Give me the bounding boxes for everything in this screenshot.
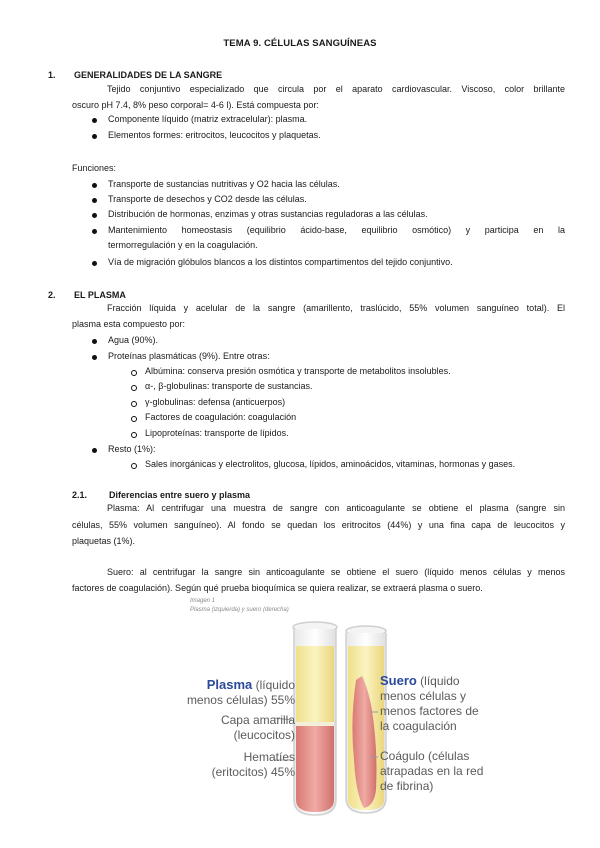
bullet-text: Resto (1%):: [108, 444, 156, 454]
bullet-text: Componente líquido (matriz extracelular): plasma.: [108, 114, 308, 124]
bullet-text: Transporte de desechos y CO2 desde las células.: [108, 194, 307, 204]
sub-bullet-text: γ-globulinas: defensa (anticuerpos): [145, 397, 286, 407]
suero-label-text: menos factores de: [380, 704, 479, 718]
sub-bullet-text: Sales inorgánicas y electrolitos, glucosa, lípidos, aminoácidos, vitaminas, hormonas y gases.: [145, 459, 516, 469]
section-number: 1.: [48, 70, 56, 80]
plasma-label: [150, 677, 295, 708]
paragraph-line: plasma esta compuesto por:: [72, 319, 186, 329]
paragraph-line: Tejido conjuntivo especializado que circula por el aparato cardiovascular. Viscoso, color brillante: [107, 84, 565, 94]
paragraph-line: factores de coagulación). Según qué prueba bioquímica se quiera realizar, se extraerá plasma o suero.: [72, 583, 483, 593]
sub-bullet-text: Albúmina: conserva presión osmótica y transporte de metabolitos insolubles.: [145, 366, 451, 376]
bullet-text: Agua (90%).: [108, 335, 159, 345]
page-title: TEMA 9. CÉLULAS SANGUÍNEAS: [223, 38, 377, 49]
coagulo-label: [380, 749, 530, 794]
bullet-text: Distribución de hormonas, enzimas y otras sustancias reguladoras a las células.: [108, 209, 428, 219]
bullet-text: Vía de migración glóbulos blancos a los distintos compartimentos del tejido conjuntivo.: [108, 257, 453, 267]
plasma-label-bold: Plasma: [206, 677, 253, 692]
suero-label-text: (líquido: [416, 674, 460, 688]
section-title: Diferencias entre suero y plasma: [109, 490, 251, 500]
paragraph-line: células, 55% volumen sanguíneo). Al fondo se quedan los eritrocitos (44%) y una fina capa de leucocitos y: [72, 520, 565, 530]
hematies-label-text: Hematíes: [243, 750, 295, 764]
paragraph-line: plaquetas (1%).: [72, 536, 136, 546]
bullet-text: Mantenimiento homeostasis (equilibrio ácido-base, equilibrio osmótico) y participa en la: [108, 225, 565, 235]
coagulo-label-text: atrapadas en la red: [380, 764, 484, 778]
figure-caption-label: Imagen 1: [190, 598, 216, 604]
buffy-coat-label-text: Capa amarilla: [220, 713, 295, 727]
sub-bullet-text: Lipoproteínas: transporte de lípidos.: [145, 428, 289, 438]
bullet-text-cont: termorregulación y en la coagulación.: [108, 240, 258, 250]
paragraph-line: Suero: al centrifugar la sangre sin anticoagulante se obtiene el suero (líquido menos células y menos: [107, 567, 565, 577]
section-title: EL PLASMA: [74, 290, 126, 300]
suero-label-bold: Suero: [380, 673, 417, 688]
section-title: GENERALIDADES DE LA SANGRE: [74, 70, 223, 80]
paragraph-line: Plasma: Al centrifugar una muestra de sangre con anticoagulante se obtiene el plasma (sangre sin: [107, 503, 565, 513]
plasma-layer: [296, 646, 334, 724]
buffy-coat-label-text: (leucocitos): [233, 728, 295, 742]
funciones-label: Funciones:: [72, 163, 117, 173]
bullet-text: Proteínas plasmáticas (9%). Entre otras:: [108, 351, 270, 361]
suero-label-text: menos células y: [380, 689, 467, 703]
sub-bullet-text: Factores de coagulación: coagulación: [145, 412, 297, 422]
sub-bullet-text: α-, β-globulinas: transporte de sustancias.: [145, 381, 313, 391]
buffy-coat-label: [150, 713, 295, 743]
plasma-label-text: (líquido: [252, 678, 295, 692]
suero-label: [380, 673, 530, 734]
coagulo-label-text: de fibrina): [380, 779, 434, 793]
section-number: 2.: [48, 290, 56, 300]
section-number: 2.1.: [72, 490, 88, 500]
erythrocyte-layer: [296, 726, 334, 812]
paragraph-line: oscuro pH 7.4, 8% peso corporal= 4-6 l). Está compuesta por:: [72, 100, 319, 110]
hematies-label-text: (eritocitos) 45%: [211, 765, 295, 779]
figure-caption: Plasma (izquierda) y suero (derecha): [190, 607, 289, 613]
hematies-label: [150, 750, 295, 780]
paragraph-line: Fracción líquida y acelular de la sangre (amarillento, traslúcido, 55% volumen sanguíneo total). El: [107, 303, 565, 313]
buffy-coat-layer: [296, 722, 334, 726]
coagulo-label-text: Coágulo (células: [380, 749, 470, 763]
plasma-label-text: menos células) 55%: [186, 693, 295, 707]
bullet-text: Elementos formes: eritrocitos, leucocitos y plaquetas.: [108, 130, 321, 140]
plasma-tube: [293, 622, 337, 815]
suero-label-text: la coagulación: [380, 719, 457, 733]
bullet-text: Transporte de sustancias nutritivas y O2 hacia las células.: [108, 179, 340, 189]
